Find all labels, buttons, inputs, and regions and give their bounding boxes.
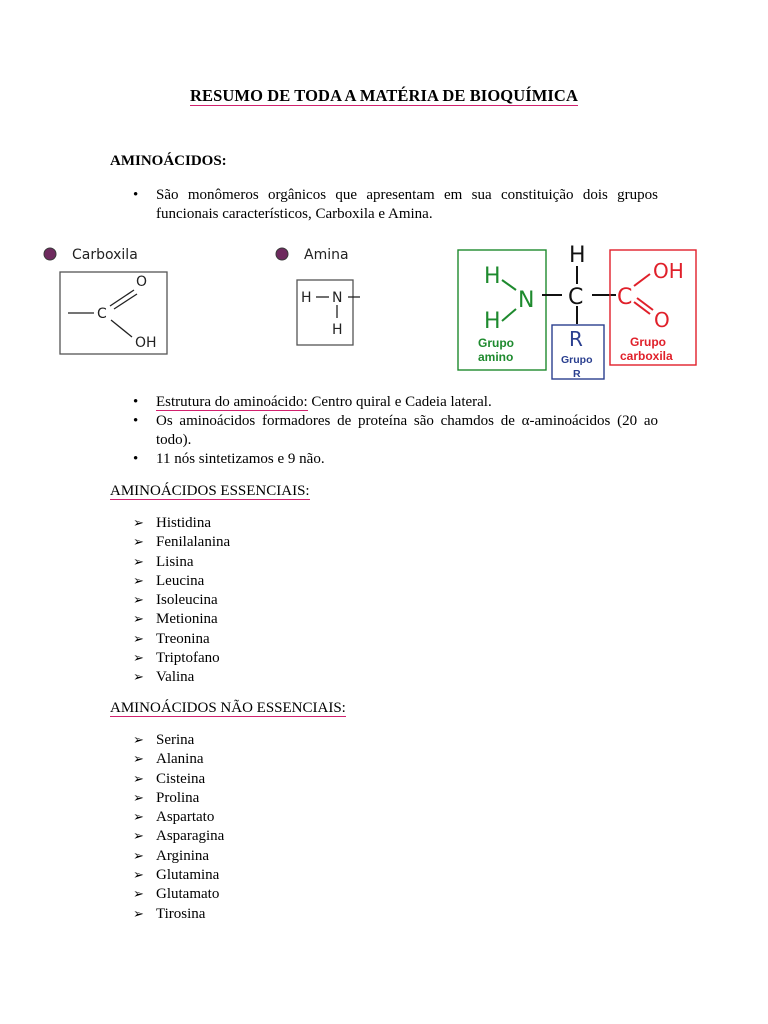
list-item: ➢ Treonina [133,630,230,649]
estrutura-text: Centro quiral e Cadeia lateral. [307,394,492,410]
list-item: ➢ Histidina [133,514,230,533]
page-title [0,86,768,106]
carboxila-c: C [97,306,107,322]
intro-bullet-list [133,186,658,224]
list-item: ➢ Triptofano [133,649,230,668]
list-item: ➢ Leucina [133,572,230,591]
carboxila-o-right: O [654,308,670,332]
list-item: ➢ Serina [133,731,224,750]
carboxila-c-right: C [617,285,633,310]
amina-h-left: H [301,290,312,306]
list-item: ➢ Aspartato [133,808,224,827]
nao-essenciais-list [133,731,224,924]
carboxila-figure [36,238,186,360]
grupo-r-label-1: Grupo [561,354,593,366]
aminoacid-structure-figure [452,236,712,384]
list-item: ➢ Glutamato [133,885,224,904]
essenciais-heading-text: AMINOÁCIDOS ESSENCIAIS: [110,483,310,499]
list-item: ➢ Glutamina [133,866,224,885]
amina-n: N [332,290,343,306]
amina-h-bottom: H [332,322,343,338]
section-heading-essenciais [110,483,310,500]
aminoacid-r: R [569,327,583,351]
bullet-item: • Os aminoácidos formadores de proteína são chamdos de α-aminoácidos (20 ao todo). [133,412,658,450]
list-item: ➢ Lisina [133,553,230,572]
amina-figure [270,238,370,350]
bullet-item [133,393,658,412]
list-item: ➢ Asparagina [133,827,224,846]
carboxila-oh-right: OH [653,259,684,283]
list-item: ➢ Tirosina [133,905,224,924]
carboxila-o-top: O [136,274,148,290]
amino-n: N [518,288,535,313]
carboxila-label: Carboxila [72,247,138,263]
aminoacid-c-center: C [568,285,584,310]
aminoacid-h-top: H [569,243,586,268]
bullet-item: • São monômeros orgânicos que apresentam em sua constituição dois grupos funcionais característicos, Carboxila e Amina. [133,186,658,224]
list-item: ➢ Alanina [133,750,224,769]
list-item: ➢ Cisteina [133,770,224,789]
list-item: ➢ Isoleucina [133,591,230,610]
bullet-item: • 11 nós sintetizamos e 9 não. [133,450,658,469]
bullet-dot-icon [276,248,288,260]
grupo-r-label-2: R [573,368,581,380]
grupo-amino-label-1: Grupo [478,336,514,350]
essenciais-list [133,514,230,688]
bullet-dot-icon [44,248,56,260]
grupo-amino-label-2: amino [478,350,514,364]
page-title-text: RESUMO DE TODA A MATÉRIA DE BIOQUÍMICA [190,86,578,105]
amino-h2: H [484,309,501,334]
nao-essenciais-heading-text: AMINOÁCIDOS NÃO ESSENCIAIS: [110,700,346,716]
carboxila-oh: OH [135,335,157,351]
grupo-carboxila-label-2: carboxila [620,349,673,363]
amina-label: Amina [304,247,349,263]
list-item: ➢ Fenilalanina [133,533,230,552]
estrutura-label: Estrutura do aminoácido: [156,394,308,410]
grupo-carboxila-label-1: Grupo [630,335,666,349]
list-item: ➢ Metionina [133,610,230,629]
section-heading-aminoacidos: AMINOÁCIDOS: [110,153,227,169]
list-item: ➢ Valina [133,668,230,687]
section-heading-nao-essenciais [110,700,346,717]
amino-h1: H [484,264,501,289]
list-item: ➢ Arginina [133,847,224,866]
structure-bullet-list [133,393,658,469]
list-item: ➢ Prolina [133,789,224,808]
